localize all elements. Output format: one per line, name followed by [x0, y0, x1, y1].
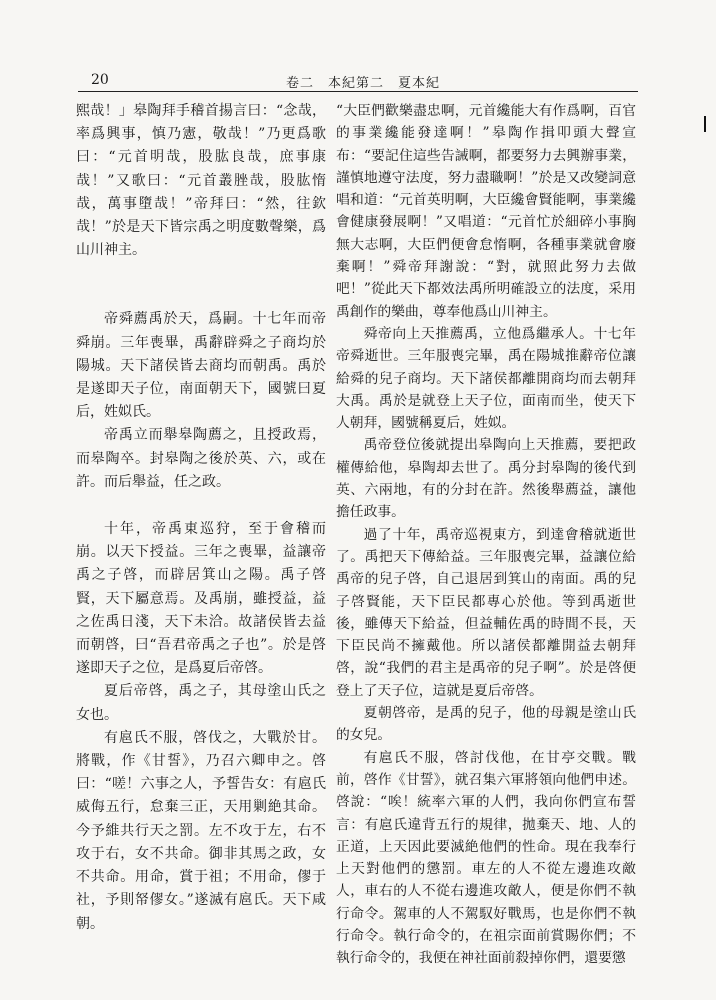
modern-translation-column	[336, 100, 636, 970]
classical-paragraph: 熙哉！」皋陶拜手稽首揚言曰：“念哉，率爲興事，慎乃憲，敬哉！”乃更爲歌曰：“元首明哉，股肱良哉，庶事康哉！”又歌曰：“元首叢脞哉，股肱惰哉，萬事墮哉！”帝拜曰：“然，往欽哉！”於是天下皆宗禹之明度數聲樂，爲山川神主。	[76, 103, 326, 259]
classical-paragraph: 夏后帝啓，禹之子，其母塗山氏之女也。	[76, 683, 326, 723]
translation-paragraph: 禹帝登位後就提出皋陶向上天推薦，要把政權傳給他，皋陶却去世了。禹分封皋陶的後代到英、六兩地，有的分封在許。然後舉薦益，讓他擔任政事。	[336, 437, 636, 521]
classical-paragraph: 十年，帝禹東巡狩，至于會稽而崩。以天下授益。三年之喪畢，益讓帝禹之子啓，而辟居箕山之陽。禹子啓賢，天下屬意焉。及禹崩，雖授益，益之佐禹日淺，天下未洽。故諸侯皆去益而朝啓，曰“吾君帝禹之子也”。於是啓遂即天子之位，是爲夏后帝啓。	[76, 521, 326, 677]
translation-paragraph: 舜帝向上天推薦禹，立他爲繼承人。十七年帝舜逝世。三年服喪完畢，禹在陽城推辭帝位讓給舜的兒子商均。天下諸侯都離開商均而去朝拜大禹。禹於是就登上天子位，面南而坐，使天下人朝拜，國號稱夏后，姓姒。	[336, 325, 636, 432]
classical-text-column	[76, 100, 326, 936]
translation-paragraph: 過了十年，禹帝巡視東方，到達會稽就逝世了。禹把天下傳給益。三年服喪完畢，益讓位給禹帝的兒子啓，自己退居到箕山的南面。禹的兒子啓賢能，天下臣民都專心於他。等到禹逝世後，雖傳天下給益，但益輔佐禹的時間不長，天下臣民尚不擁戴他。所以諸侯都離開益去朝拜啓，說“我們的君主是禹帝的兒子啊”。於是啓便登上了天子位，這就是夏后帝啓。	[336, 526, 636, 699]
translation-paragraph: 夏朝啓帝，是禹的兒子，他的母親是塗山氏的女兒。	[336, 705, 636, 744]
classical-paragraph: 帝舜薦禹於天，爲嗣。十七年而帝舜崩。三年喪畢，禹辭辟舜之子商均於陽城。天下諸侯皆去商均而朝禹。禹於是遂即天子位，南面朝天下，國號曰夏后，姓姒氏。	[76, 311, 326, 421]
running-head: 卷二 本紀第二 夏本紀	[286, 76, 441, 91]
margin-mark	[704, 116, 706, 132]
classical-paragraph: 帝禹立而舉皋陶薦之，且授政焉，而皋陶卒。封皋陶之後於英、六，或在許。而后舉益，任之政。	[76, 427, 326, 490]
page-number: 20	[91, 72, 109, 88]
page-header	[0, 0, 716, 96]
translation-paragraph: 有扈氏不服，啓討伐他，在甘亭交戰。戰前，啓作《甘誓》，就召集六軍將領向他們申述。啓說：“唉！統率六軍的人們，我向你們宣布誓言：有扈氏違背五行的規律，拋棄天、地、人的正道，上天因此要滅絶他們的性命。現在我奉行上天對他們的懲罰。車左的人不從左邊進攻敵人，車右的人不從右邊進攻敵人，便是你們不執行命令。駕車的人不駕馭好戰馬，也是你們不執行命令。執行命令的，在祖宗面前賞賜你們；不執行命令的，我便在神社面前殺掉你們，還要懲	[336, 749, 636, 967]
classical-paragraph: 有扈氏不服，啓伐之，大戰於甘。將戰，作《甘誓》，乃召六卿申之。啓曰：“嗟！六事之人，予誓告女：有扈氏威侮五行，怠棄三正，天用剿絶其命。今予維共行天之罰。左不攻于左，右不攻于右，女不共命。御非其馬之政，女不共命。用命，賞于祖；不用命，僇于社，予則帑僇女。”遂滅有扈氏。天下咸朝。	[76, 729, 326, 932]
header-rule	[78, 91, 638, 92]
translation-paragraph: “大臣們歡樂盡忠啊，元首纔能大有作爲啊，百官的事業纔能發達啊！”皋陶作揖叩頭大聲宣布：“要記住這些告誡啊，都要努力去興辦事業，謹慎地遵守法度，努力盡職啊！”於是又改變詞意唱和道：“元首英明啊，大臣纔會賢能啊，事業纔會健康發展啊！”又唱道：“元首忙於細碎小事胸無大志啊，大臣們便會怠惰啊，各種事業就會廢棄啊！”舜帝拜謝說：“對，就照此努力去做吧！”從此天下都效法禹所明確設立的法度，采用禹創作的樂曲，尊奉他爲山川神主。	[336, 103, 636, 320]
